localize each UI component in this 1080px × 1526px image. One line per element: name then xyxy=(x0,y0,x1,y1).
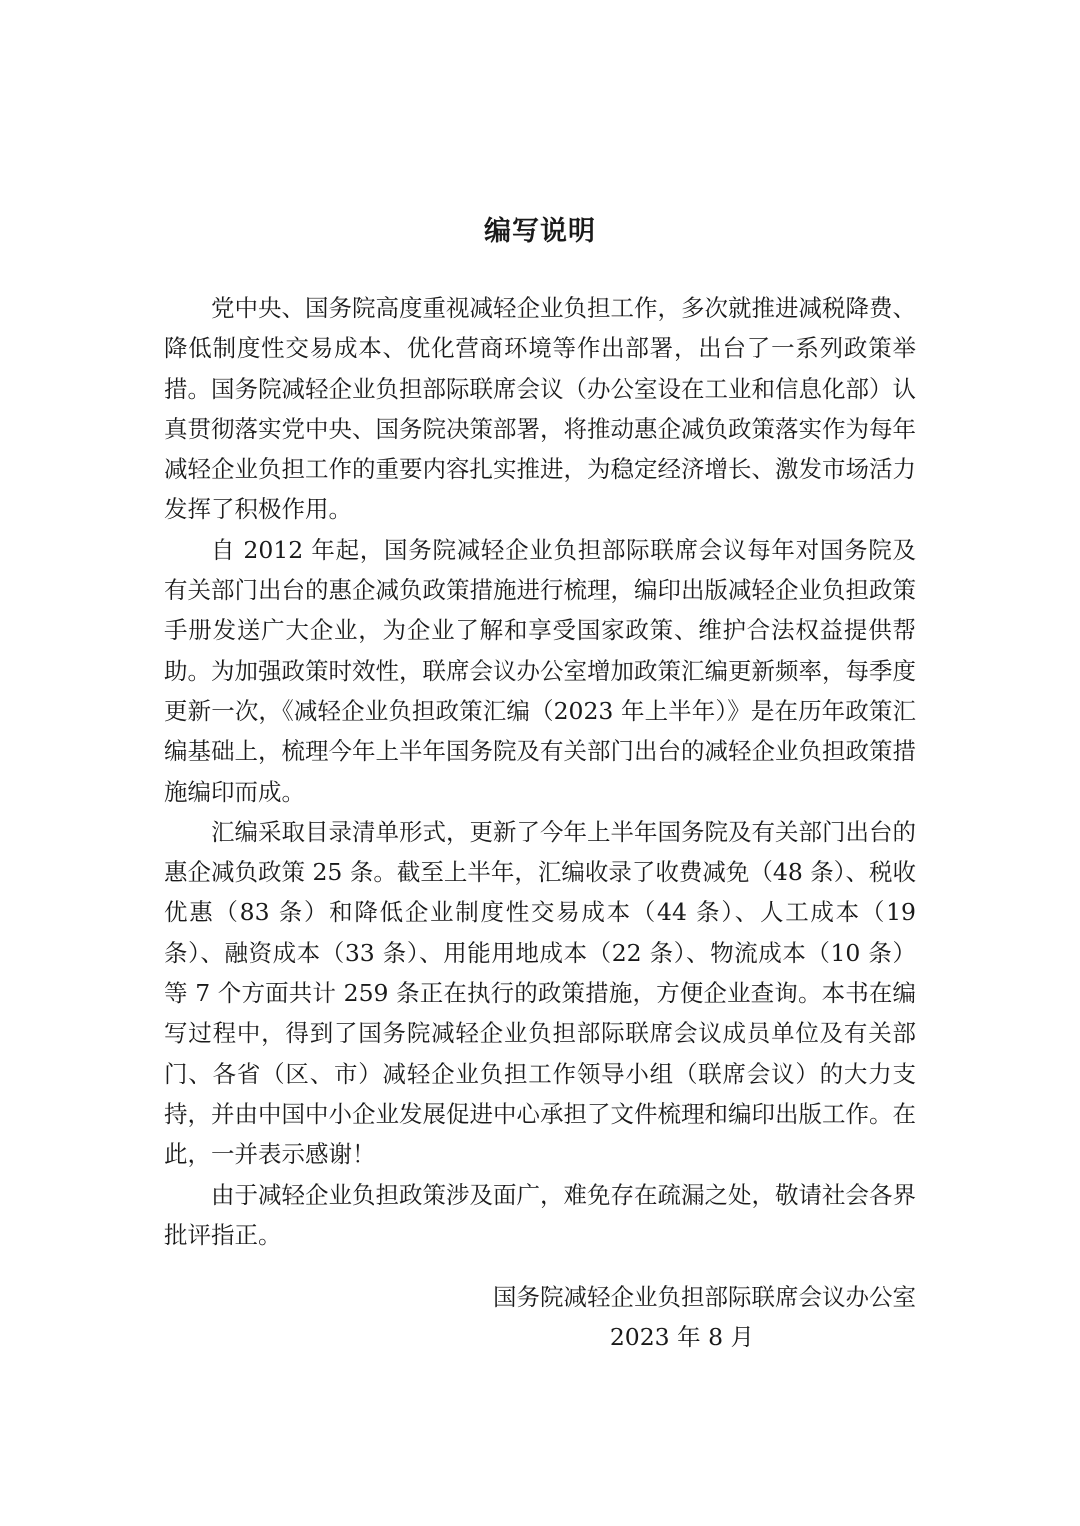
document-body xyxy=(164,288,916,1255)
signature-date: 2023 年 8 月 xyxy=(609,1323,754,1351)
paragraph-4: 由于减轻企业负担政策涉及面广，难免存在疏漏之处，敬请社会各界批评指正。 xyxy=(164,1180,916,1249)
signature-organization: 国务院减轻企业负担部际联席会议办公室 xyxy=(493,1283,916,1311)
document-title: 编写说明 xyxy=(484,216,596,247)
paragraph-2: 自 2012 年起，国务院减轻企业负担部际联席会议每年对国务院及有关部门出台的惠企减负政策措施进行梳理，编印出版减轻企业负担政策手册发送广大企业，为企业了解和享受国家政策、维护合法权益提供帮助。为加强政策时效性，联席会议办公室增加政策汇编更新频率，每季度更新一次，《减轻企业负担政策汇编（2023 年上半年）》是在历年政策汇编基础上，梳理今年上半年国务院及有关部门出台的减轻企业负担政策措施编印而成。 xyxy=(164,535,916,806)
paragraph-1: 党中央、国务院高度重视减轻企业负担工作，多次就推进减税降费、降低制度性交易成本、优化营商环境等作出部署，出台了一系列政策举措。国务院减轻企业负担部际联席会议（办公室设在工业和信息化部）认真贯彻落实党中央、国务院决策部署，将推动惠企减负政策落实作为每年减轻企业负担工作的重要内容扎实推进，为稳定经济增长、激发市场活力发挥了积极作用。 xyxy=(164,294,916,524)
signature-block xyxy=(400,1277,916,1357)
paragraph-3: 汇编采取目录清单形式，更新了今年上半年国务院及有关部门出台的惠企减负政策 25 条。截至上半年，汇编收录了收费减免（48 条）、税收优惠（83 条）和降低企业制度性交易成本（44 条）、人工成本（19 条）、融资成本（33 条）、用能用地成本（22 条）、物流成本（10 条）等 7 个方面共计 259 条正在执行的政策措施，方便企业查询。本书在编写过程中，得到了国务院减轻企业负担部际联席会议成员单位及有关部门、各省（区、市）减轻企业负担工作领导小组（联席会议）的大力支持，并由中国中小企业发展促进中心承担了文件梳理和编印出版工作。在此，一并表示感谢！ xyxy=(164,817,916,1169)
